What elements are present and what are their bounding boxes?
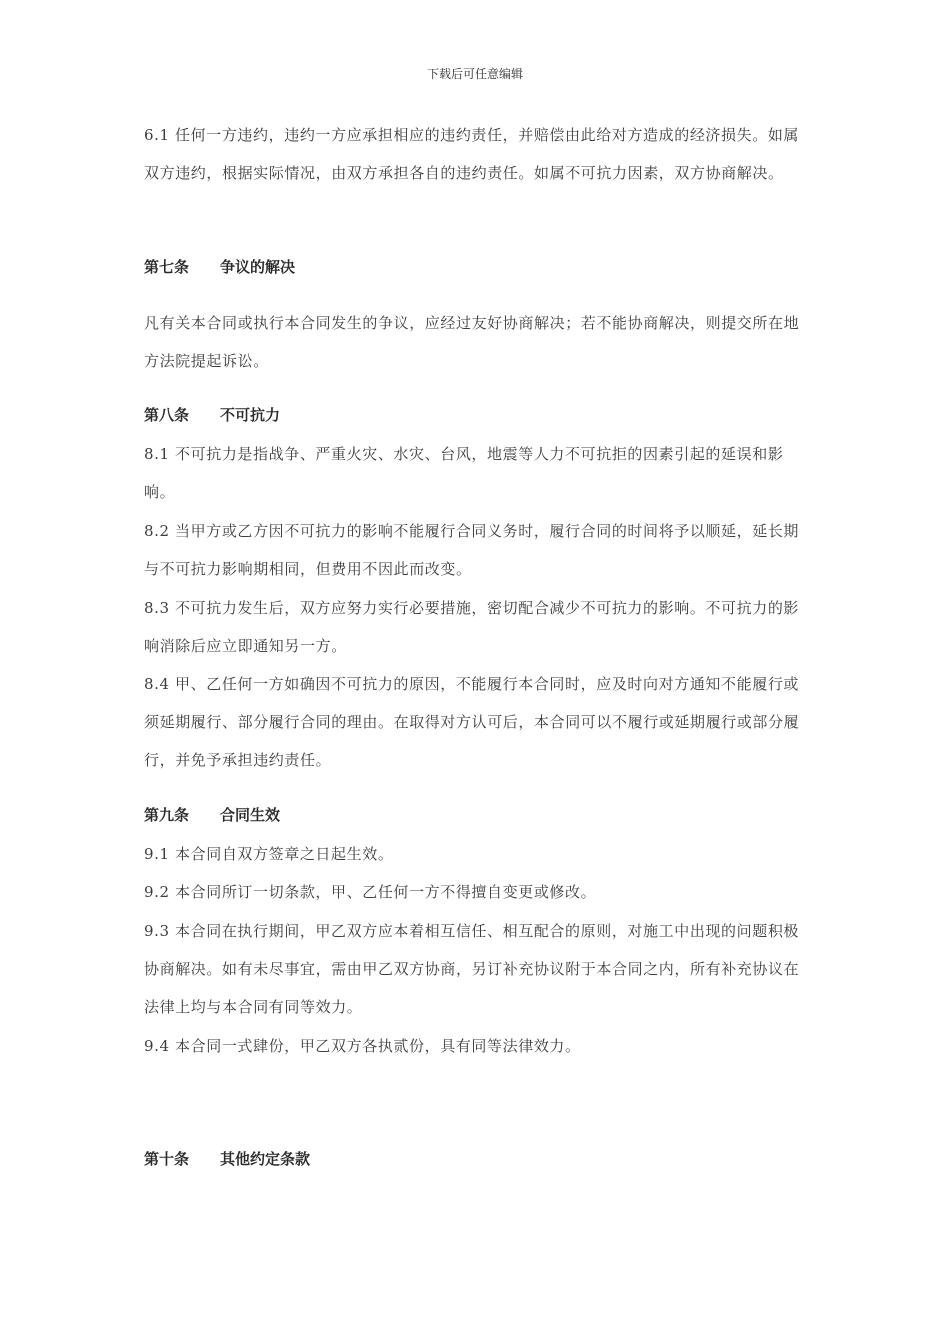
header-note: 下载后可任意编辑 <box>426 67 523 81</box>
article-9-number: 第九条 <box>144 806 190 824</box>
article-8-title: 不可抗力 <box>220 406 281 424</box>
clause-9-3: 9.3 本合同在执行期间，甲乙双方应本着相互信任、相互配合的原则，对施工中出现的问题积极协商解决。如有未尽事宜，需由甲乙双方协商，另订补充协议附于本合同之内，所有补充协议在法律上均与本合同有同等效力。 <box>144 922 800 1016</box>
article-10-title: 其他约定条款 <box>220 1150 311 1168</box>
clause-9-1: 9.1 本合同自双方签章之日起生效。 <box>144 845 394 863</box>
article-8-heading <box>144 403 280 427</box>
article-7-title: 争议的解决 <box>220 258 296 276</box>
clause-8-2: 8.2 当甲方或乙方因不可抗力的影响不能履行合同义务时，履行合同的时间将予以顺延，延长期与不可抗力影响期相同，但费用不因此而改变。 <box>144 522 800 578</box>
article-8-number: 第八条 <box>144 406 190 424</box>
clause-9-2: 9.2 本合同所订一切条款，甲、乙任何一方不得擅自变更或修改。 <box>144 883 597 901</box>
article-9-heading <box>144 803 280 827</box>
article-10-number: 第十条 <box>144 1150 190 1168</box>
article-9-title: 合同生效 <box>220 806 281 824</box>
article-7-heading <box>144 255 295 279</box>
clause-6-1: 6.1 任何一方违约，违约一方应承担相应的违约责任，并赔偿由此给对方造成的经济损失。如属双方违约，根据实际情况，由双方承担各自的违约责任。如属不可抗力因素，双方协商解决。 <box>144 126 800 182</box>
clause-8-1: 8.1 不可抗力是指战争、严重火灾、水灾、台风，地震等人力不可抗拒的因素引起的延误和影响。 <box>144 445 784 501</box>
clause-9-4: 9.4 本合同一式肆份，甲乙双方各执贰份，具有同等法律效力。 <box>144 1037 581 1055</box>
article-7-body: 凡有关本合同或执行本合同发生的争议，应经过友好协商解决；若不能协商解决，则提交所在地方法院提起诉讼。 <box>144 314 800 370</box>
clause-8-4: 8.4 甲、乙任何一方如确因不可抗力的原因，不能履行本合同时，应及时向对方通知不能履行或须延期履行、部分履行合同的理由。在取得对方认可后，本合同可以不履行或延期履行或部分履行，并免予承担违约责任。 <box>144 675 800 769</box>
article-10-heading <box>144 1147 310 1171</box>
article-7-number: 第七条 <box>144 258 190 276</box>
clause-8-3: 8.3 不可抗力发生后，双方应努力实行必要措施，密切配合减少不可抗力的影响。不可抗力的影响消除后应立即通知另一方。 <box>144 599 800 655</box>
